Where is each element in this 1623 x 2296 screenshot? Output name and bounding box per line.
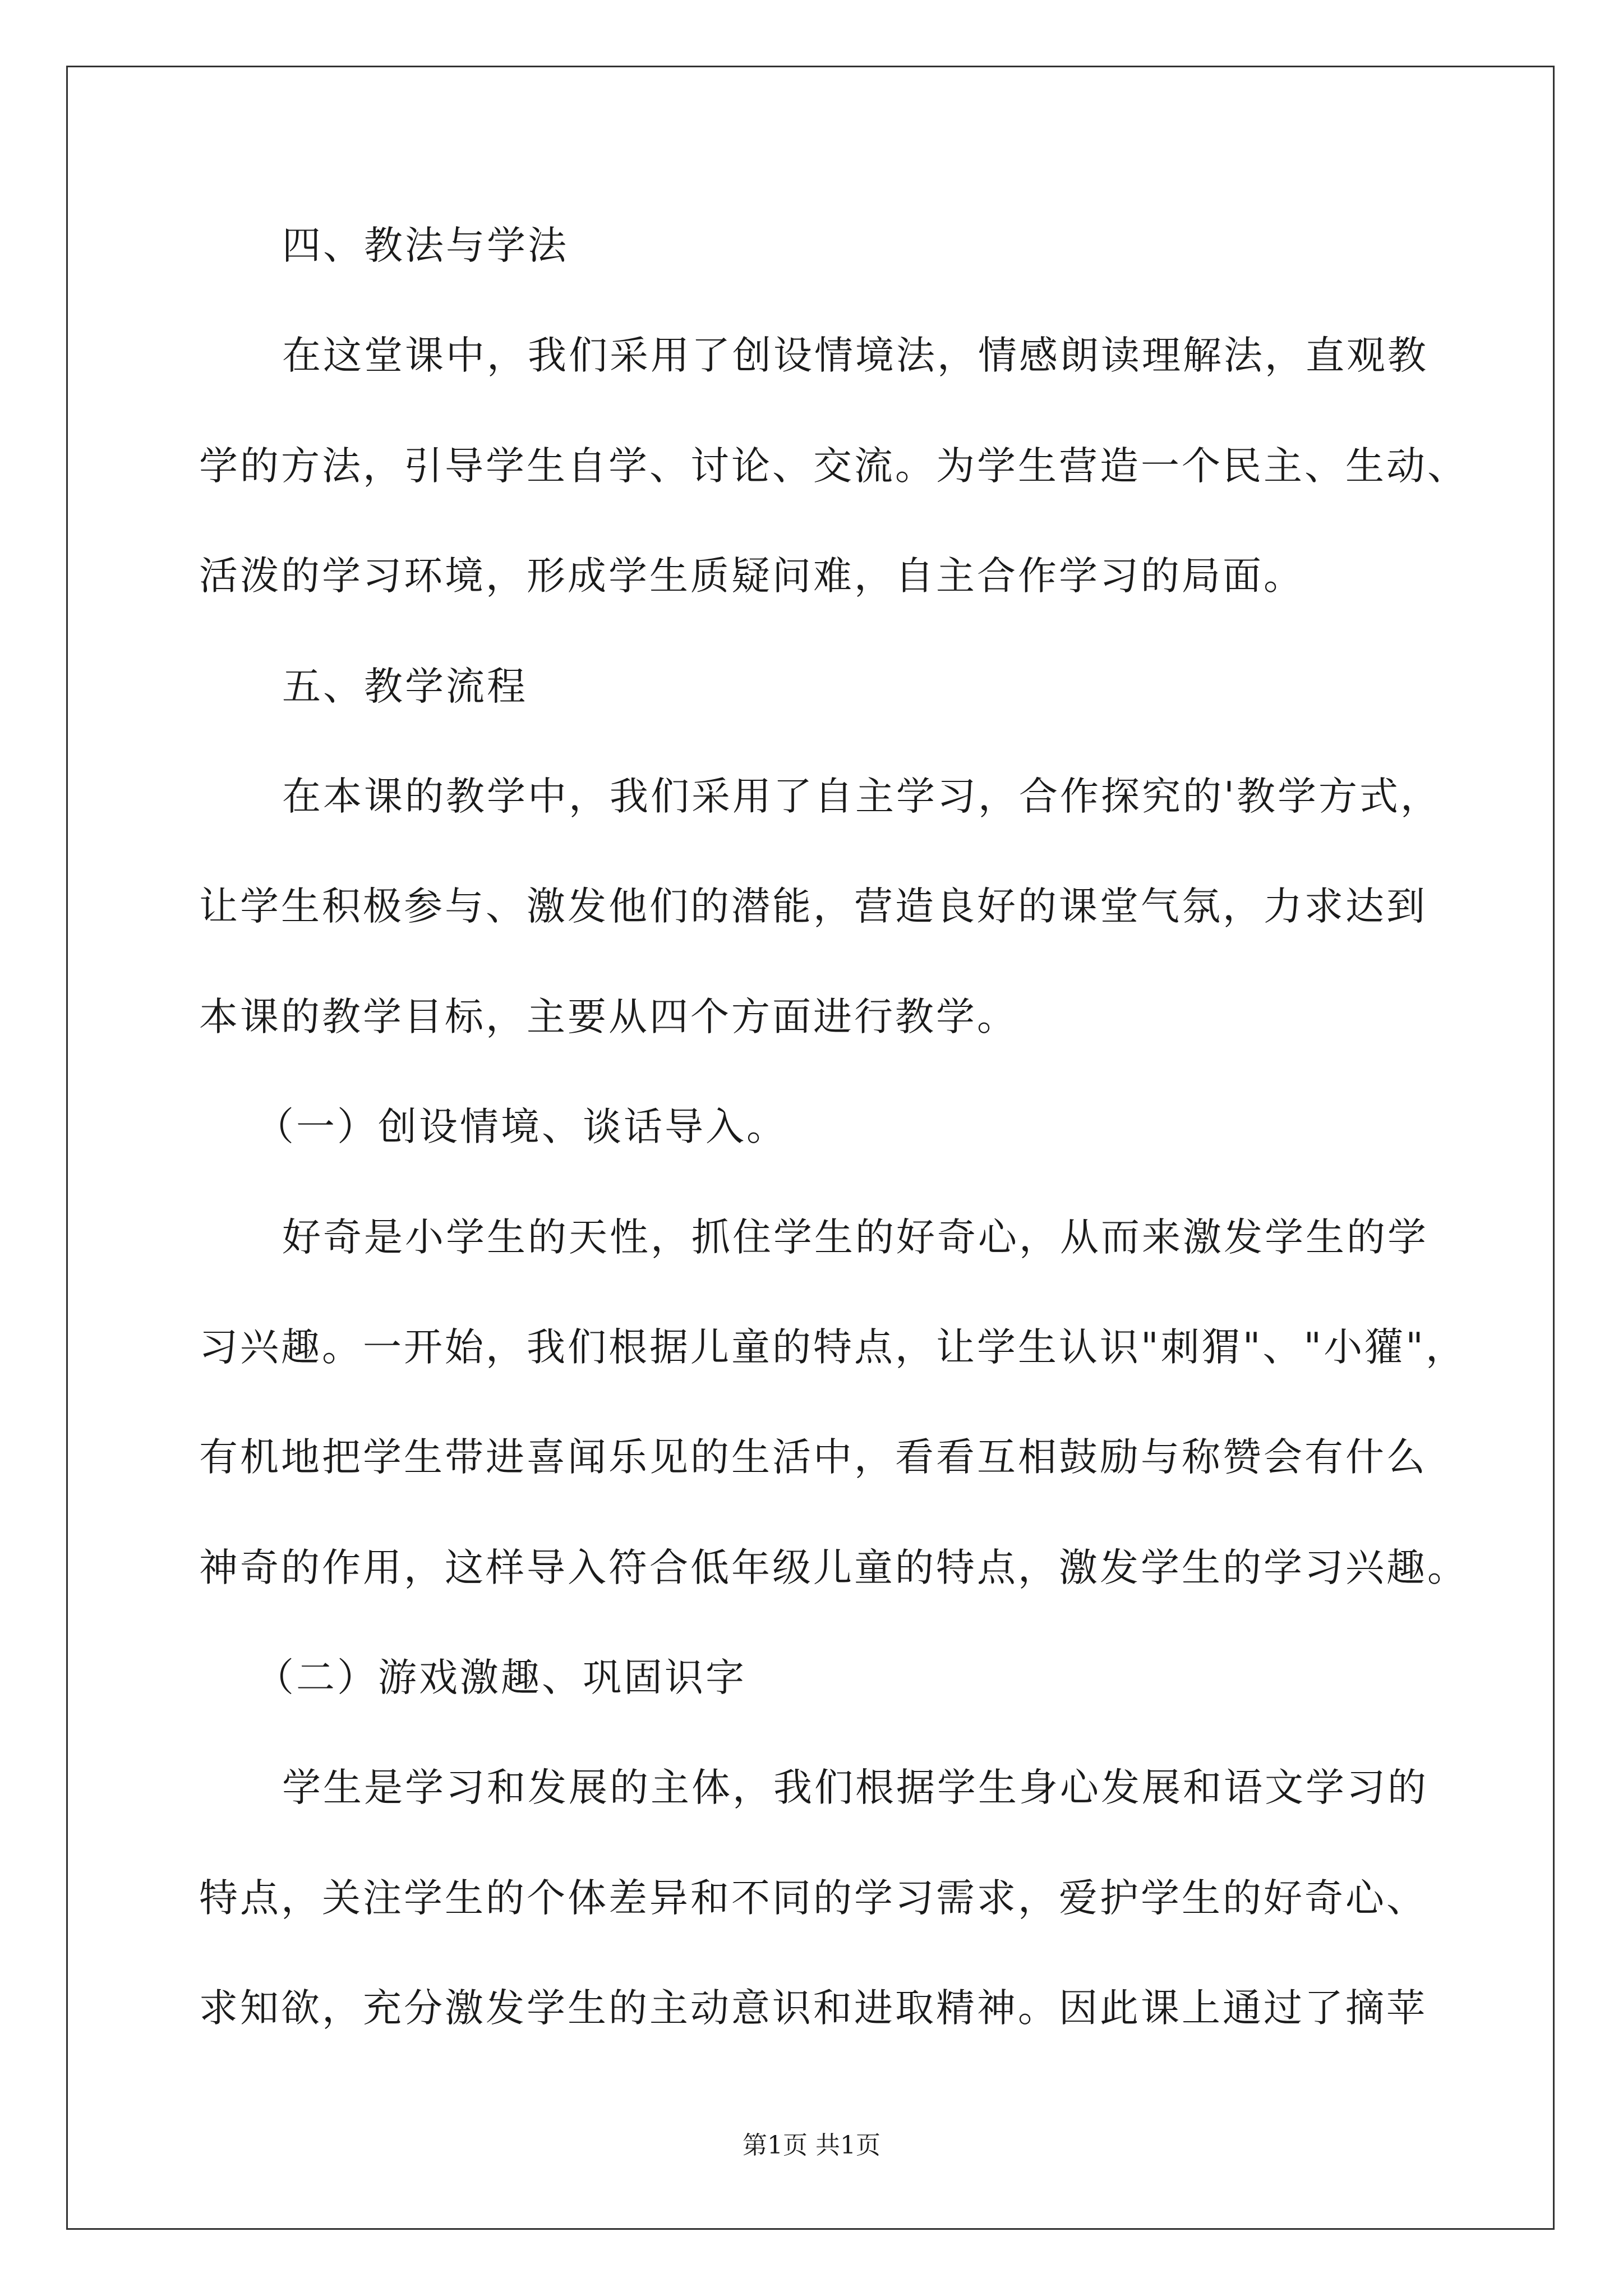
subsection-heading: （一）创设情境、谈话导入。 — [255, 1105, 787, 1150]
paragraph-line: 神奇的作用，这样导入符合低年级儿童的特点，激发学生的学习兴趣。 — [199, 1545, 1468, 1590]
paragraph-line: 有机地把学生带进喜闻乐见的生活中，看看互相鼓励与称赞会有什么 — [199, 1435, 1427, 1480]
paragraph-line: 本课的教学目标，主要从四个方面进行教学。 — [199, 994, 1018, 1039]
paragraph-line: 让学生积极参与、激发他们的潜能，营造良好的课堂气氛，力求达到 — [199, 884, 1427, 930]
paragraph-line: 求知欲，充分激发学生的主动意识和进取精神。因此课上通过了摘苹 — [199, 1986, 1427, 2031]
page-number-footer: 第1页 共1页 — [743, 2131, 880, 2160]
paragraph-line: 学的方法，引导学生自学、讨论、交流。为学生营造一个民主、生动、 — [199, 443, 1468, 489]
section-heading: 五、教学流程 — [282, 664, 528, 709]
paragraph-line: 在这堂课中，我们采用了创设情境法，情感朗读理解法，直观教 — [282, 333, 1428, 379]
paragraph-line: 学生是学习和发展的主体，我们根据学生身心发展和语文学习的 — [282, 1765, 1428, 1811]
paragraph-line: 活泼的学习环境，形成学生质疑问难，自主合作学习的局面。 — [199, 554, 1304, 599]
section-heading: 四、教法与学法 — [282, 223, 569, 268]
paragraph-line: 在本课的教学中，我们采用了自主学习，合作探究的'教学方式， — [282, 774, 1441, 819]
subsection-heading: （二）游戏激趣、巩固识字 — [255, 1655, 746, 1701]
paragraph-line: 习兴趣。一开始，我们根据儿童的特点，让学生认识"刺猬"、"小獾"， — [199, 1324, 1467, 1370]
paragraph-line: 特点，关注学生的个体差异和不同的学习需求，爱护学生的好奇心、 — [199, 1875, 1427, 1921]
document-body — [199, 218, 1478, 2091]
paragraph-line: 好奇是小学生的天性，抓住学生的好奇心，从而来激发学生的学 — [282, 1214, 1428, 1260]
